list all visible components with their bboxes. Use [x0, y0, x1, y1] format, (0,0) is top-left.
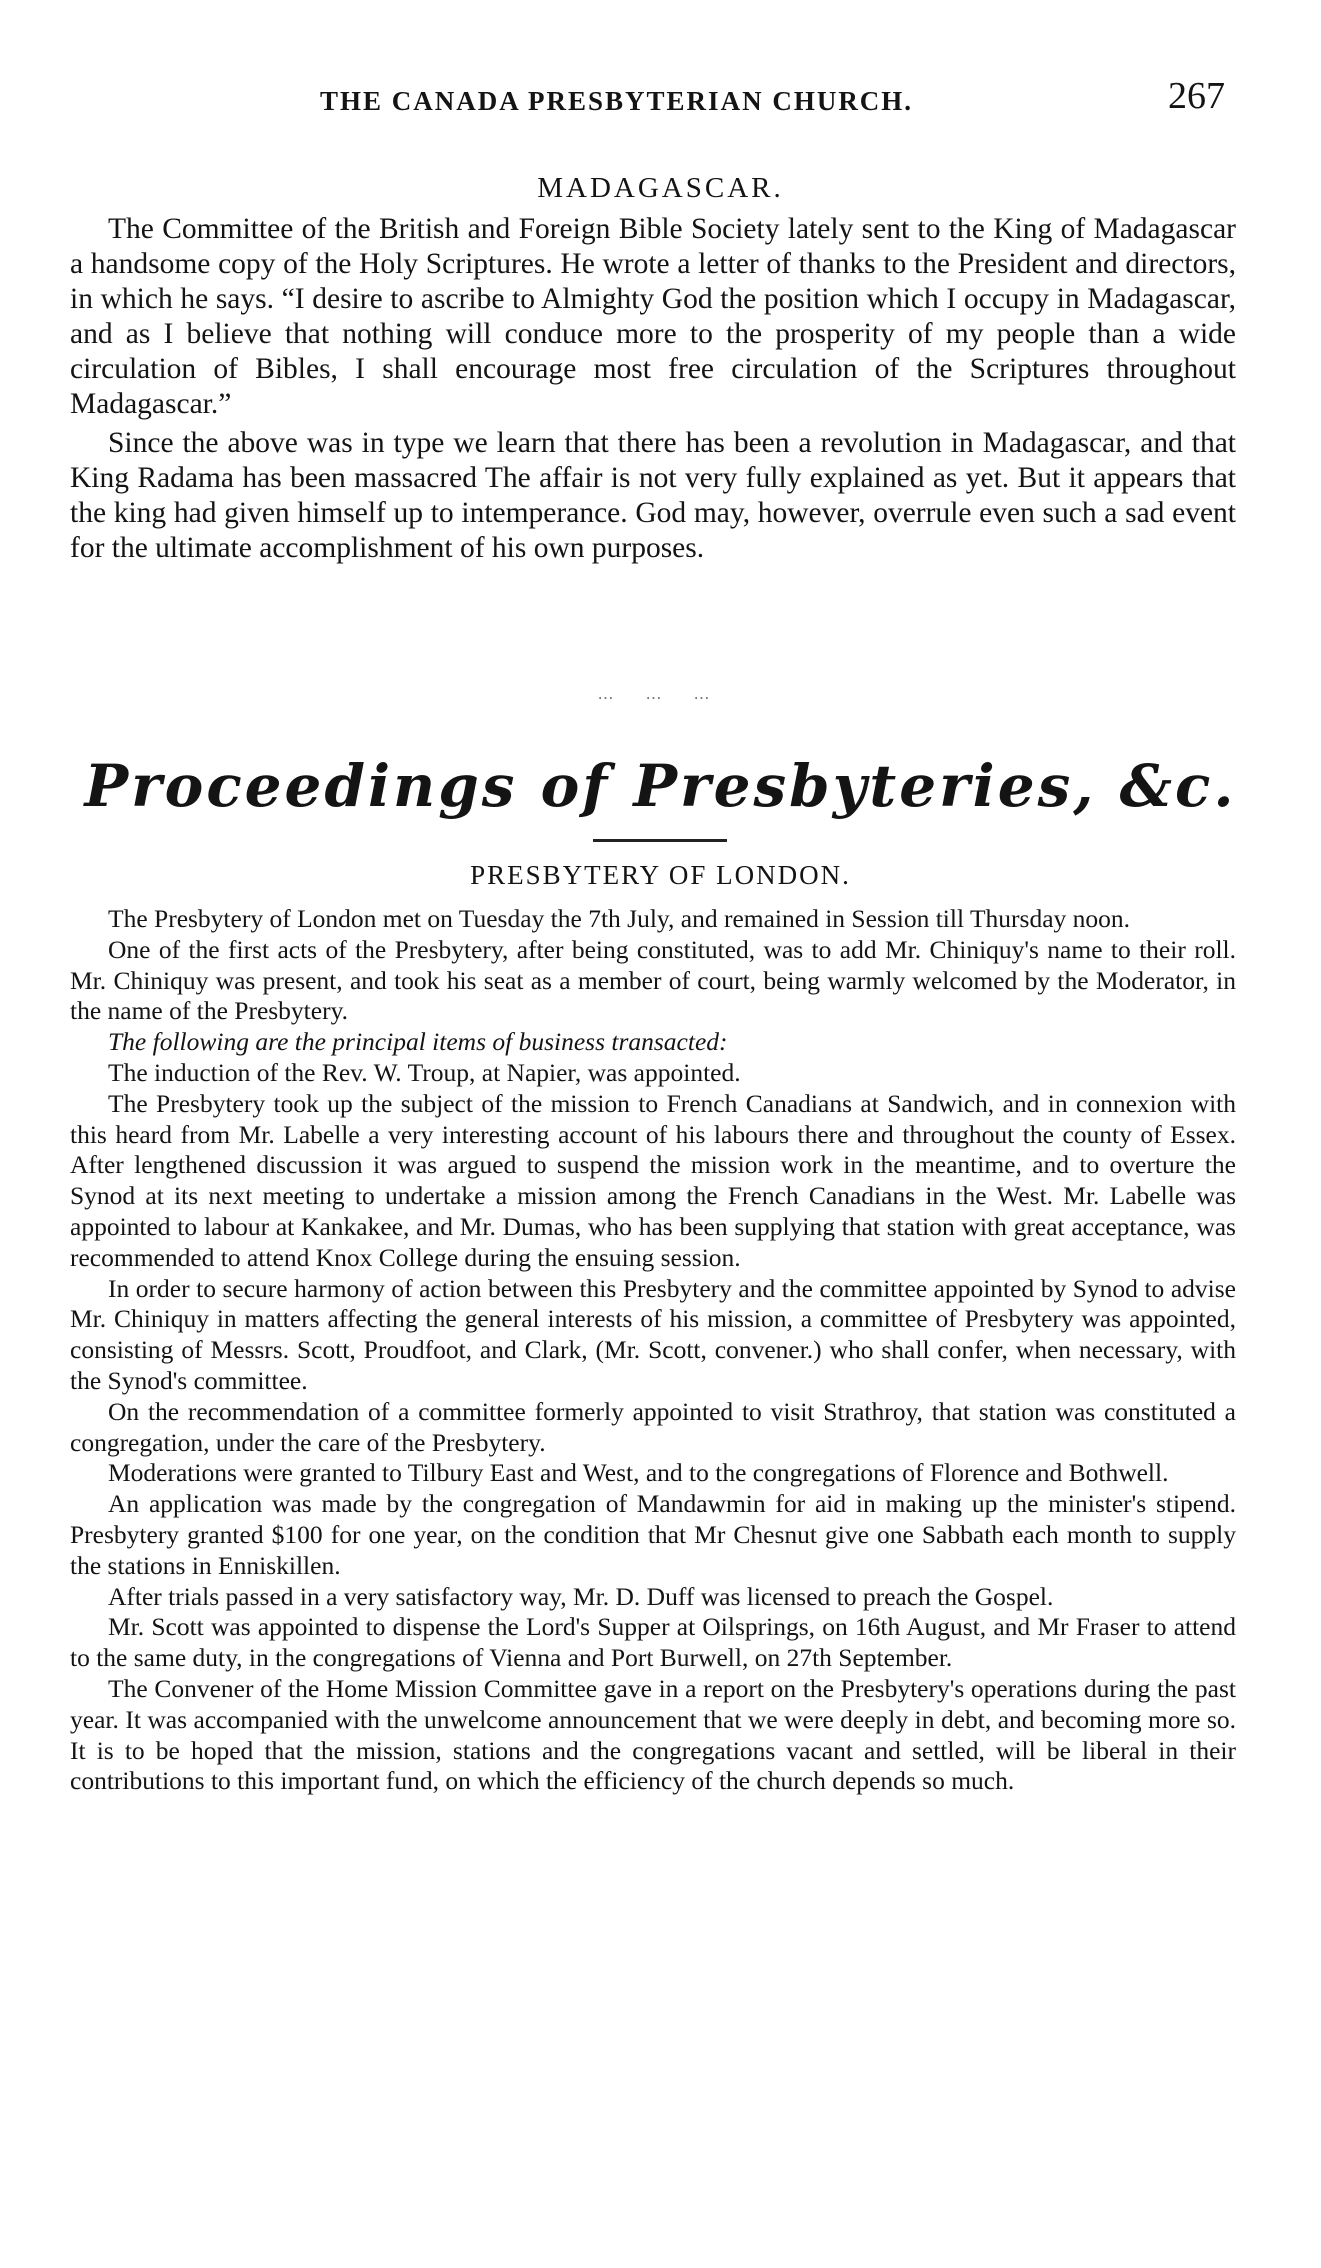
proceedings-heading: Proceedings of Presbyteries, &c. — [84, 752, 1237, 820]
proceedings-paragraph: The Presbytery took up the subject of the mission to French Canadians at Sandwich, and in connexion with this heard from Mr. Labelle a very interesting account of his labours there and throughout the county of Essex. After lengthened discussion it was argued to suspend the mission work in the meantime, and to overture the Synod at its next meeting to undertake a mission among the French Canadians in the West. Mr. Labelle was appointed to labour at Kankakee, and Mr. Dumas, who has been supplying that station with great acceptance, was recommended to attend Knox College during the ensuing session. — [70, 1088, 1236, 1272]
proceedings-paragraph: The induction of the Rev. W. Troup, at Napier, was appointed. — [108, 1057, 741, 1087]
heading-rule — [593, 839, 727, 842]
proceedings-paragraph: An application was made by the congregation of Mandawmin for aid in making up the minister's stipend. Presbytery granted $100 for one year, on the condition that Mr Chesnut give one Sabbath each month to supply the stations in Enniskillen. — [70, 1489, 1236, 1580]
proceedings-paragraph: Moderations were granted to Tilbury East and West, and to the congregations of Florence and Bothwell. — [108, 1458, 1169, 1488]
page-header — [0, 74, 1321, 134]
madagascar-paragraph: The Committee of the British and Foreign Bible Society lately sent to the King of Madagascar a handsome copy of the Holy Scriptures. He wrote a letter of thanks to the President and directors, in which he says. “I desire to ascribe to Almighty God the position which I occupy in Madagascar, and as I believe that nothing will conduce more to the prosperity of my people than a wide circulation of Bibles, I shall encourage most free circulation of the Scriptures throughout Madagascar.” — [70, 213, 1236, 420]
madagascar-heading: MADAGASCAR. — [537, 172, 784, 204]
page-number: 267 — [1168, 75, 1225, 117]
proceedings-section — [70, 904, 1236, 1797]
ornamental-divider: ⋯ ⋯ ⋯ — [597, 690, 724, 707]
madagascar-paragraph: Since the above was in type we learn that there has been a revolution in Madagascar, and that King Radama has been massacred The affair is not very fully explained as yet. But it appears that the king had given himself up to intemperance. God may, however, overrule even such a sad event for the ultimate accomplishment of his own purposes. — [70, 427, 1236, 564]
proceedings-paragraph: The Presbytery of London met on Tuesday the 7th July, and remained in Session till Thursday noon. — [108, 904, 1131, 933]
presbytery-heading: PRESBYTERY OF LONDON. — [470, 860, 851, 890]
proceedings-paragraph: In order to secure harmony of action between this Presbytery and the committee appointed by Synod to advise Mr. Chiniquy in matters affecting the general interests of his mission, a committee of Presbytery was appointed, consisting of Messrs. Scott, Proudfoot, and Clark, (Mr. Scott, convener.) who shall confer, when necessary, with the Synod's committee. — [70, 1273, 1236, 1395]
proceedings-paragraph: Mr. Scott was appointed to dispense the Lord's Supper at Oilsprings, on 16th August, and Mr Fraser to attend to the same duty, in the congregations of Vienna and Port Burwell, on 27th September. — [70, 1612, 1236, 1673]
running-head: THE CANADA PRESBYTERIAN CHURCH. — [320, 86, 914, 116]
proceedings-paragraph: One of the first acts of the Presbytery, after being constituted, was to add Mr. Chiniquy's name to their roll. Mr. Chiniquy was present, and took his seat as a member of court, being warmly welcomed by the Moderator, in the name of the Presbytery. — [70, 934, 1236, 1026]
proceedings-paragraph: After trials passed in a very satisfactory way, Mr. D. Duff was licensed to preach the Gospel. — [108, 1581, 1054, 1611]
madagascar-section — [70, 212, 1236, 566]
proceedings-paragraph: The Convener of the Home Mission Committee gave in a report on the Presbytery's operations during the past year. It was accompanied with the unwelcome announcement that we were deeply in debt, and becoming more so. It is to be hoped that the mission, stations and the congregations vacant and settled, will be liberal in their contributions to this important fund, on which the efficiency of the church depends so much. — [70, 1673, 1236, 1796]
proceedings-paragraph: The following are the principal items of business transacted: — [108, 1027, 728, 1057]
proceedings-paragraph: On the recommendation of a committee formerly appointed to visit Strathroy, that station was constituted a congregation, under the care of the Presbytery. — [70, 1396, 1236, 1457]
